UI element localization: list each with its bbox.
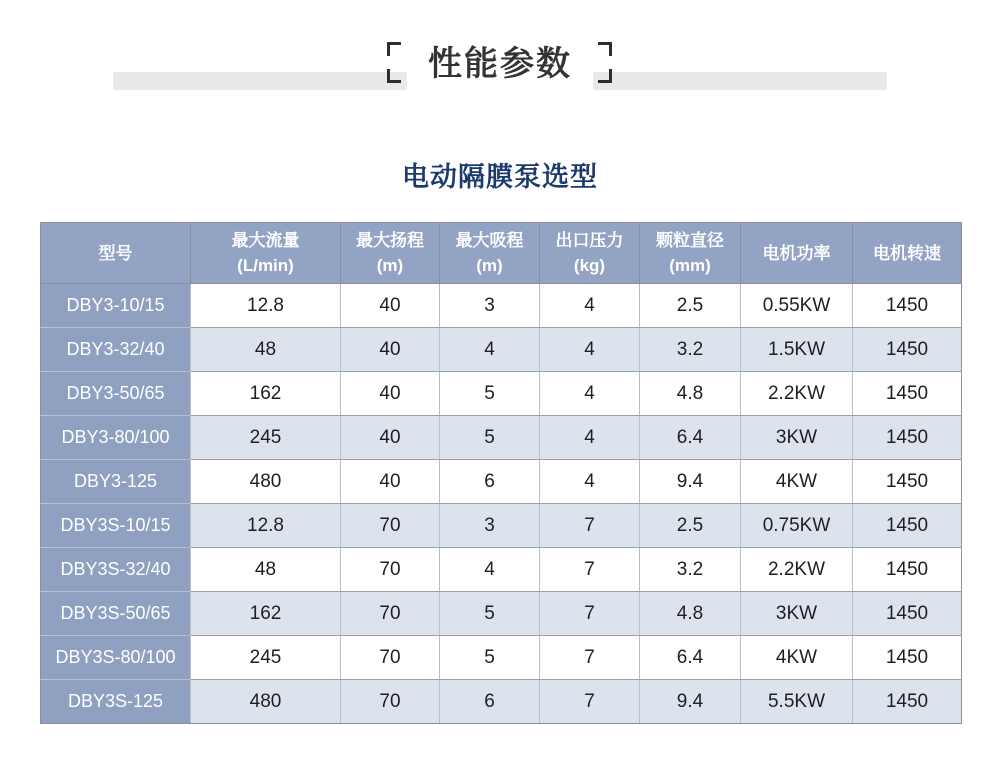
max-flow-cell: 48 [191, 328, 341, 372]
header-label: 颗粒直径 [656, 231, 724, 250]
table-row [41, 636, 962, 680]
header-cell-particle-diameter [640, 223, 741, 284]
motor-power-cell: 4KW [741, 636, 853, 680]
motor-power-cell: 4KW [741, 460, 853, 504]
motor-speed-cell: 1450 [853, 372, 962, 416]
outlet-pressure-cell: 4 [540, 372, 640, 416]
outlet-pressure-cell: 4 [540, 284, 640, 328]
model-cell: DBY3-80/100 [41, 416, 191, 460]
header-label: 型号 [98, 243, 133, 263]
model-cell: DBY3S-10/15 [41, 504, 191, 548]
max-flow-cell: 12.8 [191, 284, 341, 328]
model-cell: DBY3S-50/65 [41, 592, 191, 636]
header-cell-motor-speed [853, 223, 962, 284]
max-suction-cell: 3 [440, 504, 540, 548]
particle-diameter-cell: 4.8 [640, 592, 741, 636]
max-flow-cell: 480 [191, 680, 341, 724]
model-cell: DBY3S-80/100 [41, 636, 191, 680]
header-label: 最大吸程 [455, 231, 524, 250]
header-cell-motor-power [741, 223, 853, 284]
model-cell: DBY3-32/40 [41, 328, 191, 372]
model-cell: DBY3S-32/40 [41, 548, 191, 592]
motor-power-cell: 0.75KW [741, 504, 853, 548]
model-cell: DBY3-10/15 [41, 284, 191, 328]
table-row [41, 416, 962, 460]
spec-table [40, 222, 962, 724]
motor-power-cell: 5.5KW [741, 680, 853, 724]
table-row [41, 548, 962, 592]
corner-bracket-bottom-right-icon [598, 69, 612, 83]
header-cell-max-suction [440, 223, 540, 284]
header-unit: (kg) [573, 256, 606, 275]
particle-diameter-cell: 2.5 [640, 504, 741, 548]
max-flow-cell: 162 [191, 592, 341, 636]
particle-diameter-cell: 6.4 [640, 416, 741, 460]
max-head-cell: 40 [341, 460, 440, 504]
table-row [41, 592, 962, 636]
max-suction-cell: 5 [440, 592, 540, 636]
table-row [41, 284, 962, 328]
max-head-cell: 40 [341, 284, 440, 328]
particle-diameter-cell: 2.5 [640, 284, 741, 328]
header-label: 最大扬程 [356, 231, 424, 250]
motor-power-cell: 2.2KW [741, 548, 853, 592]
motor-speed-cell: 1450 [853, 328, 962, 372]
page-title: 性能参数 [407, 44, 593, 94]
max-suction-cell: 4 [440, 328, 540, 372]
corner-bracket-top-left-icon [387, 42, 401, 56]
spec-table-container [40, 222, 961, 724]
table-body [41, 284, 962, 724]
outlet-pressure-cell: 7 [540, 636, 640, 680]
motor-speed-cell: 1450 [853, 416, 962, 460]
model-cell: DBY3-50/65 [41, 372, 191, 416]
particle-diameter-cell: 3.2 [640, 548, 741, 592]
max-flow-cell: 245 [191, 636, 341, 680]
header-label: 电机转速 [873, 243, 941, 263]
motor-power-cell: 1.5KW [741, 328, 853, 372]
max-flow-cell: 162 [191, 372, 341, 416]
motor-speed-cell: 1450 [853, 284, 962, 328]
max-head-cell: 40 [341, 328, 440, 372]
motor-power-cell: 3KW [741, 416, 853, 460]
outlet-pressure-cell: 7 [540, 592, 640, 636]
header-cell-max-flow [191, 223, 341, 284]
max-flow-cell: 48 [191, 548, 341, 592]
particle-diameter-cell: 9.4 [640, 680, 741, 724]
motor-speed-cell: 1450 [853, 592, 962, 636]
motor-speed-cell: 1450 [853, 680, 962, 724]
header-label: 电机功率 [762, 243, 831, 263]
max-suction-cell: 5 [440, 372, 540, 416]
outlet-pressure-cell: 7 [540, 504, 640, 548]
header-cell-max-head [341, 223, 440, 284]
outlet-pressure-cell: 4 [540, 460, 640, 504]
outlet-pressure-cell: 7 [540, 548, 640, 592]
max-suction-cell: 5 [440, 636, 540, 680]
table-row [41, 460, 962, 504]
header-unit: (L/min) [237, 256, 294, 275]
table-row [41, 504, 962, 548]
table-row [41, 372, 962, 416]
table-row [41, 680, 962, 724]
motor-power-cell: 0.55KW [741, 284, 853, 328]
table-header-row [41, 223, 962, 284]
max-flow-cell: 245 [191, 416, 341, 460]
motor-speed-cell: 1450 [853, 460, 962, 504]
header-cell-outlet-pressure [540, 223, 640, 284]
header-label: 最大流量 [231, 231, 300, 250]
corner-bracket-top-right-icon [598, 42, 612, 56]
max-head-cell: 70 [341, 504, 440, 548]
max-suction-cell: 6 [440, 460, 540, 504]
max-suction-cell: 4 [440, 548, 540, 592]
table-row [41, 328, 962, 372]
max-head-cell: 70 [341, 548, 440, 592]
header-label: 出口压力 [555, 231, 624, 250]
max-flow-cell: 480 [191, 460, 341, 504]
motor-speed-cell: 1450 [853, 504, 962, 548]
max-head-cell: 70 [341, 636, 440, 680]
max-head-cell: 70 [341, 680, 440, 724]
motor-power-cell: 2.2KW [741, 372, 853, 416]
max-head-cell: 40 [341, 372, 440, 416]
max-head-cell: 70 [341, 592, 440, 636]
model-cell: DBY3-125 [41, 460, 191, 504]
motor-speed-cell: 1450 [853, 548, 962, 592]
motor-speed-cell: 1450 [853, 636, 962, 680]
outlet-pressure-cell: 4 [540, 416, 640, 460]
header-unit: (m) [476, 256, 503, 275]
section-subtitle: 电动隔膜泵选型 [402, 162, 598, 192]
particle-diameter-cell: 3.2 [640, 328, 741, 372]
max-head-cell: 40 [341, 416, 440, 460]
max-suction-cell: 5 [440, 416, 540, 460]
header-cell-model [41, 223, 191, 284]
motor-power-cell: 3KW [741, 592, 853, 636]
title-banner [0, 0, 1000, 110]
header-unit: (m) [376, 256, 404, 275]
corner-bracket-bottom-left-icon [387, 69, 401, 83]
max-flow-cell: 12.8 [191, 504, 341, 548]
max-suction-cell: 3 [440, 284, 540, 328]
particle-diameter-cell: 9.4 [640, 460, 741, 504]
outlet-pressure-cell: 4 [540, 328, 640, 372]
particle-diameter-cell: 6.4 [640, 636, 741, 680]
particle-diameter-cell: 4.8 [640, 372, 741, 416]
header-unit: (mm) [669, 256, 711, 275]
model-cell: DBY3S-125 [41, 680, 191, 724]
max-suction-cell: 6 [440, 680, 540, 724]
outlet-pressure-cell: 7 [540, 680, 640, 724]
